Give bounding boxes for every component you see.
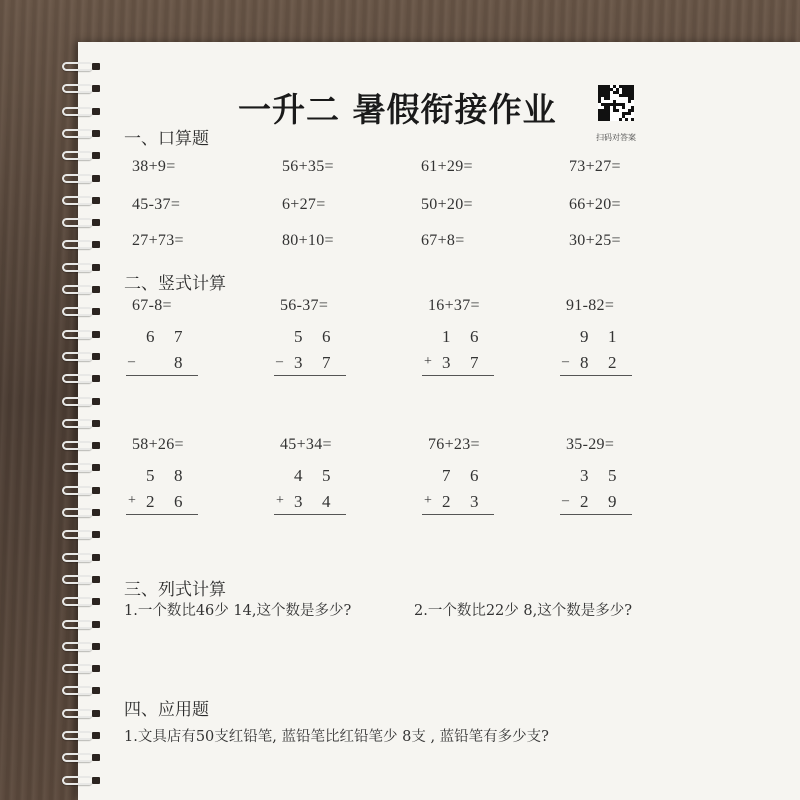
section-oral-heading: 一、口算题 (124, 129, 209, 149)
vertical-top-digit: 5 (146, 466, 155, 485)
vertical-top-digit: 8 (174, 466, 183, 485)
vertical-top-digit: 7 (174, 327, 183, 346)
oral-problem: 30+25= (569, 232, 621, 249)
spiral-ring (62, 731, 106, 741)
vertical-top-digit: 1 (608, 327, 617, 346)
oral-problem: 27+73= (132, 232, 184, 249)
vertical-top-digit: 5 (294, 327, 303, 346)
vertical-bottom-digit: 3 (294, 492, 303, 511)
vertical-expression: 91-82= (566, 297, 615, 314)
oral-problem: 50+20= (421, 196, 473, 213)
vertical-bottom-digit: 7 (322, 353, 331, 372)
oral-problem: 61+29= (421, 158, 473, 175)
oral-problem: 45-37= (132, 196, 181, 213)
vertical-expression: 16+37= (428, 297, 480, 314)
vertical-underline (560, 514, 632, 515)
formula-question-2: 2.一个数比22少 8,这个数是多少? (414, 603, 633, 619)
vertical-bottom-digit: 3 (470, 492, 479, 511)
spiral-ring (62, 129, 106, 139)
vertical-operator: + (128, 493, 136, 508)
spiral-ring (62, 84, 106, 94)
vertical-underline (422, 375, 494, 376)
spiral-ring (62, 196, 106, 206)
spiral-ring (62, 263, 106, 273)
vertical-underline (560, 375, 632, 376)
spiral-ring (62, 686, 106, 696)
spiral-ring (62, 397, 106, 407)
vertical-bottom-digit: 3 (294, 353, 303, 372)
spiral-ring (62, 709, 106, 719)
spiral-binding (62, 62, 110, 800)
vertical-top-digit: 6 (322, 327, 331, 346)
spiral-ring (62, 240, 106, 250)
vertical-underline (126, 375, 198, 376)
section-vertical-heading: 二、竖式计算 (124, 274, 226, 294)
vertical-operator: + (424, 354, 432, 369)
vertical-top-digit: 5 (322, 466, 331, 485)
spiral-ring (62, 174, 106, 184)
vertical-top-digit: 3 (580, 466, 589, 485)
spiral-ring (62, 553, 106, 563)
application-question-1: 1.文具店有50支红铅笔, 蓝铅笔比红铅笔少 8支 , 蓝铅笔有多少支? (124, 729, 549, 745)
spiral-ring (62, 62, 106, 72)
spiral-ring (62, 107, 106, 117)
vertical-expression: 58+26= (132, 436, 184, 453)
spiral-ring (62, 151, 106, 161)
vertical-top-digit: 7 (442, 466, 451, 485)
vertical-expression: 76+23= (428, 436, 480, 453)
oral-problem: 73+27= (569, 158, 621, 175)
vertical-top-digit: 6 (146, 327, 155, 346)
vertical-bottom-digit: 2 (608, 353, 617, 372)
spiral-ring (62, 530, 106, 540)
vertical-bottom-digit: 6 (174, 492, 183, 511)
spiral-ring (62, 642, 106, 652)
vertical-underline (422, 514, 494, 515)
spiral-ring (62, 285, 106, 295)
vertical-top-digit: 4 (294, 466, 303, 485)
vertical-bottom-digit: 2 (146, 492, 155, 511)
section-formula-heading: 三、列式计算 (124, 580, 226, 600)
vertical-expression: 45+34= (280, 436, 332, 453)
vertical-bottom-digit: 8 (580, 353, 589, 372)
spiral-ring (62, 463, 106, 473)
section-application-heading: 四、应用题 (124, 700, 209, 720)
oral-problem: 80+10= (282, 232, 334, 249)
vertical-bottom-digit: 9 (608, 492, 617, 511)
vertical-bottom-digit: 4 (322, 492, 331, 511)
spiral-ring (62, 486, 106, 496)
vertical-operator: – (562, 354, 569, 369)
qr-code-icon (598, 85, 634, 121)
spiral-ring (62, 374, 106, 384)
spiral-ring (62, 575, 106, 585)
qr-label: 扫码对答案 (596, 133, 636, 142)
spiral-ring (62, 664, 106, 674)
vertical-bottom-digit: 8 (174, 353, 183, 372)
vertical-operator: – (562, 493, 569, 508)
vertical-operator: – (128, 354, 135, 369)
spiral-ring (62, 597, 106, 607)
vertical-top-digit: 5 (608, 466, 617, 485)
oral-problem: 38+9= (132, 158, 176, 175)
spiral-ring (62, 776, 106, 786)
spiral-ring (62, 620, 106, 630)
vertical-operator: + (276, 493, 284, 508)
vertical-underline (274, 375, 346, 376)
vertical-expression: 35-29= (566, 436, 615, 453)
vertical-top-digit: 6 (470, 466, 479, 485)
worksheet-title: 一升二 暑假衔接作业 (238, 90, 557, 129)
spiral-ring (62, 330, 106, 340)
vertical-operator: – (276, 354, 283, 369)
vertical-operator: + (424, 493, 432, 508)
spiral-ring (62, 352, 106, 362)
oral-problem: 6+27= (282, 196, 326, 213)
spiral-ring (62, 508, 106, 518)
spiral-ring (62, 753, 106, 763)
spiral-ring (62, 419, 106, 429)
vertical-expression: 56-37= (280, 297, 329, 314)
vertical-bottom-digit: 2 (442, 492, 451, 511)
worksheet-paper (78, 42, 800, 800)
vertical-top-digit: 6 (470, 327, 479, 346)
vertical-underline (126, 514, 198, 515)
vertical-bottom-digit: 7 (470, 353, 479, 372)
vertical-bottom-digit: 2 (580, 492, 589, 511)
vertical-bottom-digit: 3 (442, 353, 451, 372)
vertical-top-digit: 9 (580, 327, 589, 346)
vertical-expression: 67-8= (132, 297, 172, 314)
oral-problem: 66+20= (569, 196, 621, 213)
spiral-ring (62, 218, 106, 228)
vertical-underline (274, 514, 346, 515)
formula-question-1: 1.一个数比46少 14,这个数是多少? (124, 603, 352, 619)
oral-problem: 56+35= (282, 158, 334, 175)
oral-problem: 67+8= (421, 232, 465, 249)
vertical-top-digit: 1 (442, 327, 451, 346)
spiral-ring (62, 307, 106, 317)
spiral-ring (62, 441, 106, 451)
